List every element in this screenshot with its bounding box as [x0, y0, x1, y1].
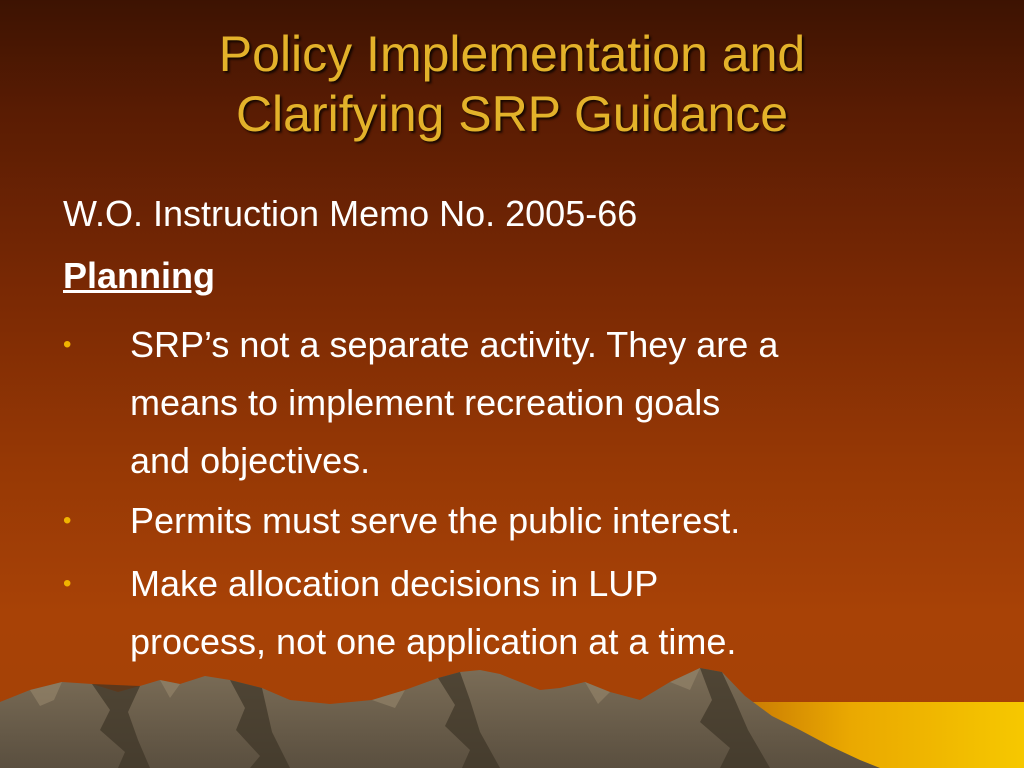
title-line-2: Clarifying SRP Guidance [235, 86, 789, 142]
mountain-range-graphic [0, 660, 1024, 768]
bullet-marker-2: • [63, 507, 72, 534]
section-heading: Planning [63, 255, 215, 296]
bullet-marker-1: • [63, 331, 72, 358]
bullet-item-2 [130, 492, 970, 550]
bullet-2-line-1: Permits must serve the public interest. [130, 500, 741, 541]
slide-title [0, 24, 1024, 144]
bullet-item-1 [130, 316, 970, 490]
memo-reference: W.O. Instruction Memo No. 2005-66 [63, 193, 638, 234]
bullet-marker-3: • [63, 570, 72, 597]
bullet-1-line-1: SRP’s not a separate activity. They are a [130, 324, 779, 365]
bullet-3-line-1: Make allocation decisions in LUP [130, 563, 659, 604]
title-line-1: Policy Implementation and [218, 26, 806, 82]
bullet-3-line-2: process, not one application at a time. [130, 621, 737, 662]
bullet-1-line-2: means to implement recreation goals [130, 382, 721, 423]
bullet-item-3 [130, 555, 970, 671]
bullet-1-line-3: and objectives. [130, 440, 371, 481]
